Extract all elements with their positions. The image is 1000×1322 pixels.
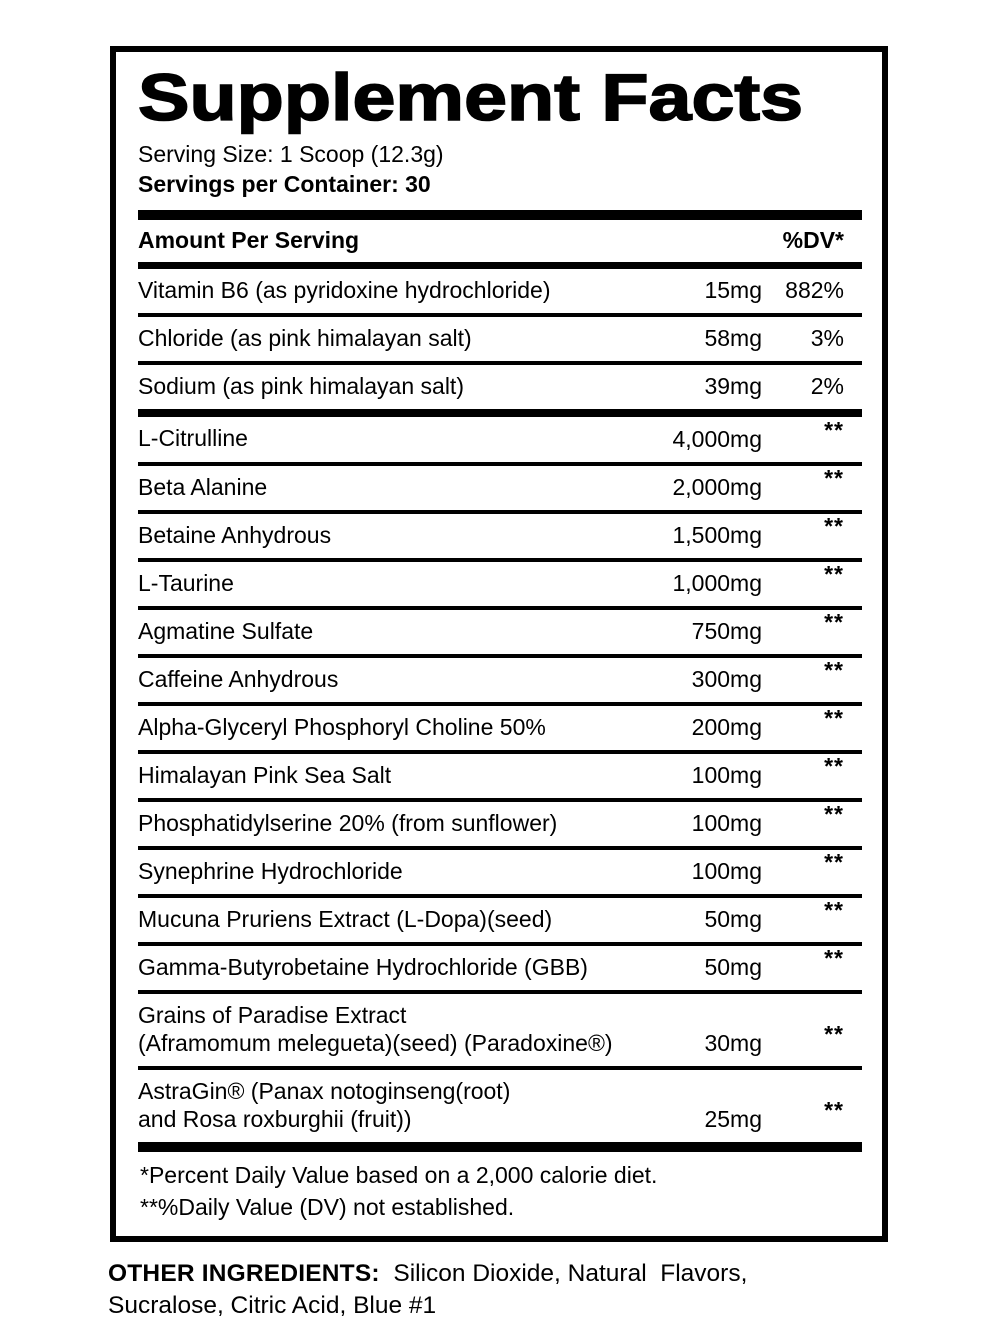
table-row [138,417,862,461]
ingredient-amount: 1,500mg [672,521,762,548]
ingredient-amount: 4,000mg [672,425,762,452]
serving-size-text: Serving Size: 1 Scoop (12.3g) [138,141,444,168]
ingredient-dv: ** [824,752,844,779]
ingredient-dv: ** [824,1097,844,1124]
ingredient-name: Sodium (as pink himalayan salt) [138,373,464,400]
ingredient-dv: ** [824,1021,844,1048]
other-ingredients-list: Silicon Dioxide, Natural Flavors, Sucralose, Citric Acid, Blue #1 [108,1259,755,1319]
section-divider-top [138,210,862,220]
ingredient-name: L-Citrulline [138,425,248,452]
ingredient-name: Agmatine Sulfate [138,617,314,644]
table-row [138,946,862,990]
ingredient-name: L-Taurine [138,569,234,596]
ingredient-amount: 50mg [704,954,762,981]
ingredient-name: Alpha-Glyceryl Phosphoryl Choline 50% [138,713,546,740]
table-row [138,466,862,510]
ingredient-name: Mucuna Pruriens Extract (L-Dopa)(seed) [138,905,553,932]
ingredient-name: Betaine Anhydrous [138,521,332,548]
table-row [138,317,862,361]
ingredient-dv: ** [824,608,844,635]
ingredient-name: Phosphatidylserine 20% (from sunflower) [138,809,558,836]
ingredient-name: Grains of Paradise Extract (Aframomum melegueta)(seed) (Paradoxine®) [138,1002,613,1057]
ingredient-dv: 3% [810,325,844,352]
ingredient-amount: 2,000mg [672,473,762,500]
ingredient-amount: 50mg [704,905,762,932]
ingredient-amount: 200mg [691,713,762,740]
footnotes [138,1152,862,1235]
other-ingredients-label: OTHER INGREDIENTS: [108,1259,380,1287]
ingredient-dv: ** [824,560,844,587]
ingredient-amount: 300mg [691,665,762,692]
table-row [138,1070,862,1142]
ingredient-dv: ** [824,945,844,972]
rows-host [138,269,862,1142]
footnote-not-established: **%Daily Value (DV) not established. [140,1193,515,1220]
table-row [138,706,862,750]
table-row [138,365,862,409]
ingredient-dv: ** [824,896,844,923]
section-divider-under-header [138,262,862,269]
ingredient-dv: ** [824,512,844,539]
ingredient-amount: 100mg [691,857,762,884]
ingredient-amount: 39mg [704,373,762,400]
ingredient-name: Synephrine Hydrochloride [138,857,403,884]
ingredient-name: Himalayan Pink Sea Salt [138,761,392,788]
ingredient-amount: 58mg [704,325,762,352]
table-row [138,850,862,894]
other-ingredients-spacer [380,1260,394,1287]
ingredient-name: Vitamin B6 (as pyridoxine hydrochloride) [138,277,551,304]
footnote-daily-value: *Percent Daily Value based on a 2,000 calorie diet. [140,1162,658,1189]
ingredient-amount: 1,000mg [672,569,762,596]
table-row [138,269,862,313]
ingredient-dv: 882% [785,277,844,304]
ingredient-amount: 30mg [704,1030,762,1057]
other-ingredients [108,1258,820,1322]
amount-per-serving-header: Amount Per Serving [138,227,360,254]
ingredient-dv: ** [824,848,844,875]
table-row [138,754,862,798]
ingredient-dv: ** [824,800,844,827]
ingredient-amount: 15mg [704,277,762,304]
ingredient-name: AstraGin® (Panax notoginseng(root) and Rosa roxburghii (fruit)) [138,1078,511,1133]
table-row [138,658,862,702]
table-row [138,562,862,606]
table-row [138,802,862,846]
ingredient-name: Gamma-Butyrobetaine Hydrochloride (GBB) [138,953,588,980]
table-row [138,898,862,942]
table-row [138,994,862,1066]
ingredient-amount: 100mg [691,761,762,788]
section-divider-mid [138,409,862,417]
table-header-row [138,220,862,262]
ingredient-dv: ** [824,704,844,731]
ingredient-dv: ** [824,656,844,683]
ingredient-dv: ** [824,464,844,491]
ingredient-name: Chloride (as pink himalayan salt) [138,325,472,352]
ingredient-name: Beta Alanine [138,473,268,500]
ingredient-dv: 2% [810,373,844,400]
section-divider-footnotes [138,1142,862,1152]
table-row [138,610,862,654]
ingredient-amount: 25mg [704,1106,762,1133]
servings-per-container-text: Servings per Container: 30 [138,171,431,198]
panel-title: Supplement Facts [138,60,804,134]
ingredient-amount: 100mg [691,809,762,836]
supplement-facts-panel [110,46,888,1242]
ingredient-dv: ** [824,416,844,443]
table-row [138,514,862,558]
dv-header: %DV* [782,227,844,254]
ingredient-name: Caffeine Anhydrous [138,665,339,692]
ingredient-amount: 750mg [691,617,762,644]
